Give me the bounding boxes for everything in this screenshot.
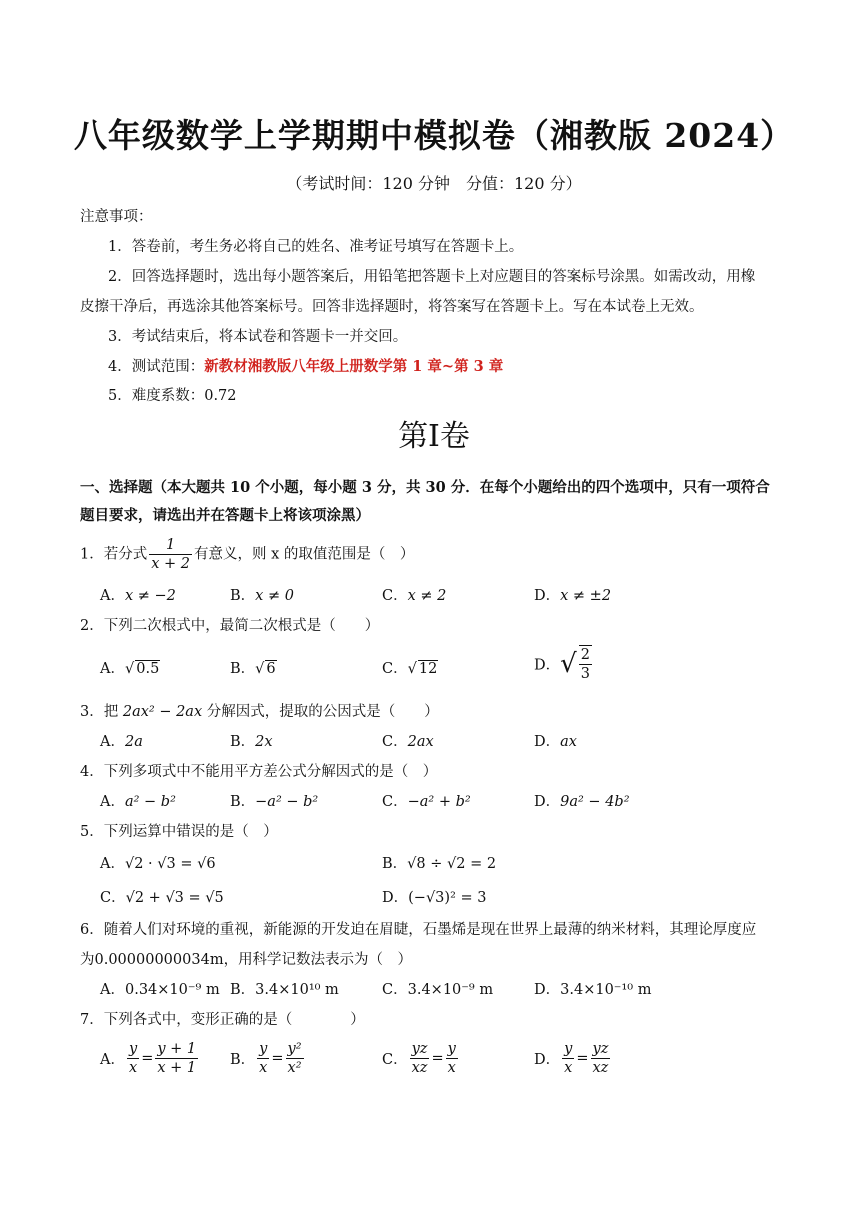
q3-option-d[interactable]: D．ax bbox=[534, 734, 577, 750]
q1-option-b[interactable]: B．x ≠ 0 bbox=[230, 588, 294, 604]
q6-option-b[interactable]: B．3.4×10¹⁰ m bbox=[230, 982, 339, 998]
q1-option-c[interactable]: C．x ≠ 2 bbox=[382, 588, 447, 604]
q5-option-d[interactable]: D．(−√3)² = 3 bbox=[382, 890, 487, 906]
q5-option-b[interactable]: B．√8 ÷ √2 = 2 bbox=[382, 856, 497, 872]
q1-option-d[interactable]: D．x ≠ ±2 bbox=[534, 588, 612, 604]
q4-option-c[interactable]: C．−a² + b² bbox=[382, 794, 471, 810]
q2-option-a[interactable]: A．√ 0.5 bbox=[100, 661, 160, 677]
q7-option-b[interactable]: B． $\frac{y}{x}$ = $\frac{\text{y²}}{\text{x²}}$ bbox=[230, 1041, 302, 1076]
note-4-prefix: 4．测试范围： bbox=[108, 359, 205, 375]
q6-option-a[interactable]: A．0.34×10⁻⁹ m bbox=[100, 982, 220, 998]
q1-frac-num: 1 bbox=[149, 536, 192, 555]
note-2b: 皮擦干净后，再选涂其他答案标号。回答非选择题时，将答案写在答题卡上。写在本试卷上无效。 bbox=[80, 299, 704, 315]
q3-option-c[interactable]: C．2ax bbox=[382, 734, 434, 750]
q1-frac-den: x + 2 bbox=[151, 556, 191, 572]
question-2-stem: 2．下列二次根式中，最简二次根式是（ ） bbox=[80, 618, 380, 634]
q1-option-a[interactable]: A．x ≠ −2 bbox=[100, 588, 176, 604]
note-4-scope: 新教材湘教版八年级上册数学第 1 章~第 3 章 bbox=[204, 358, 504, 375]
q4-option-b[interactable]: B．−a² − b² bbox=[230, 794, 319, 810]
note-4 bbox=[108, 355, 503, 376]
q2-option-c[interactable]: C．√ 12 bbox=[382, 661, 438, 677]
exam-title: 八年级数学上学期期中模拟卷（湘教版 2024） bbox=[73, 116, 795, 155]
q6-option-d[interactable]: D．3.4×10⁻¹⁰ m bbox=[534, 982, 652, 998]
note-1: 1．答卷前，考生务必将自己的姓名、准考证号填写在答题卡上。 bbox=[108, 239, 524, 255]
section-intro-b: 题目要求，请选出并在答题卡上将该项涂黑） bbox=[80, 507, 370, 524]
q3-option-a[interactable]: A．2a bbox=[100, 734, 143, 750]
q4-option-a[interactable]: A．a² − b² bbox=[100, 794, 176, 810]
question-3-stem: 3．把 2ax² − 2ax 分解因式，提取的公因式是（ ） bbox=[80, 704, 439, 720]
question-6-stem-b: 为0.00000000034m，用科学记数法表示为（ ） bbox=[80, 952, 413, 968]
q1-post: 有意义，则 x 的取值范围是（ ） bbox=[194, 546, 415, 563]
question-6-stem-a: 6．随着人们对环境的重视，新能源的开发迫在眉睫，石墨烯是现在世界上最薄的纳米材料，其理论厚度应 bbox=[80, 922, 757, 938]
q1-fraction bbox=[149, 536, 192, 573]
q7-option-c[interactable]: C． $\frac{yz}{xz}$ = $\frac{y}{x}$ bbox=[382, 1041, 456, 1076]
q3-option-b[interactable]: B．2x bbox=[230, 734, 273, 750]
question-7-stem: 7．下列各式中，变形正确的是（ ） bbox=[80, 1012, 365, 1028]
note-5: 5．难度系数：0.72 bbox=[108, 388, 237, 404]
q7-option-d[interactable]: D． $\frac{y}{x}$ = $\frac{yz}{xz}$ bbox=[534, 1041, 609, 1076]
section-title: 第Ⅰ卷 bbox=[398, 419, 470, 454]
q6-option-c[interactable]: C．3.4×10⁻⁹ m bbox=[382, 982, 494, 998]
note-2a: 2．回答选择题时，选出每小题答案后，用铅笔把答题卡上对应题目的答案标号涂黑。如需改动，用橡 bbox=[108, 269, 756, 285]
section-intro-a: 一、选择题（本大题共 10 个小题，每小题 3 分，共 30 分．在每个小题给出的四个选项中，只有一项符合 bbox=[80, 479, 770, 496]
question-4-stem: 4．下列多项式中不能用平方差公式分解因式的是（ ） bbox=[80, 764, 438, 780]
exam-subtitle: （考试时间：120 分钟 分值：120 分） bbox=[286, 174, 582, 193]
q5-option-a[interactable]: A．√2 · √3 = √6 bbox=[100, 856, 216, 872]
question-5-stem: 5．下列运算中错误的是（ ） bbox=[80, 824, 278, 840]
question-1-stem bbox=[80, 536, 414, 573]
note-3: 3．考试结束后，将本试卷和答题卡一并交回。 bbox=[108, 329, 408, 345]
notes-heading: 注意事项： bbox=[80, 209, 153, 225]
q7-option-a[interactable]: A． $\frac{y}{x}$ = $\frac{y + 1}{x + 1}$ bbox=[100, 1041, 197, 1076]
q4-option-d[interactable]: D．9a² − 4b² bbox=[534, 794, 630, 810]
q5-option-c[interactable]: C．√2 + √3 = √5 bbox=[100, 890, 224, 906]
q1-pre: 1．若分式 bbox=[80, 546, 148, 563]
q2-option-b[interactable]: B．√ 6 bbox=[230, 661, 276, 677]
q2-option-d[interactable]: D．√ $\frac{2}{3}$ bbox=[534, 647, 590, 682]
